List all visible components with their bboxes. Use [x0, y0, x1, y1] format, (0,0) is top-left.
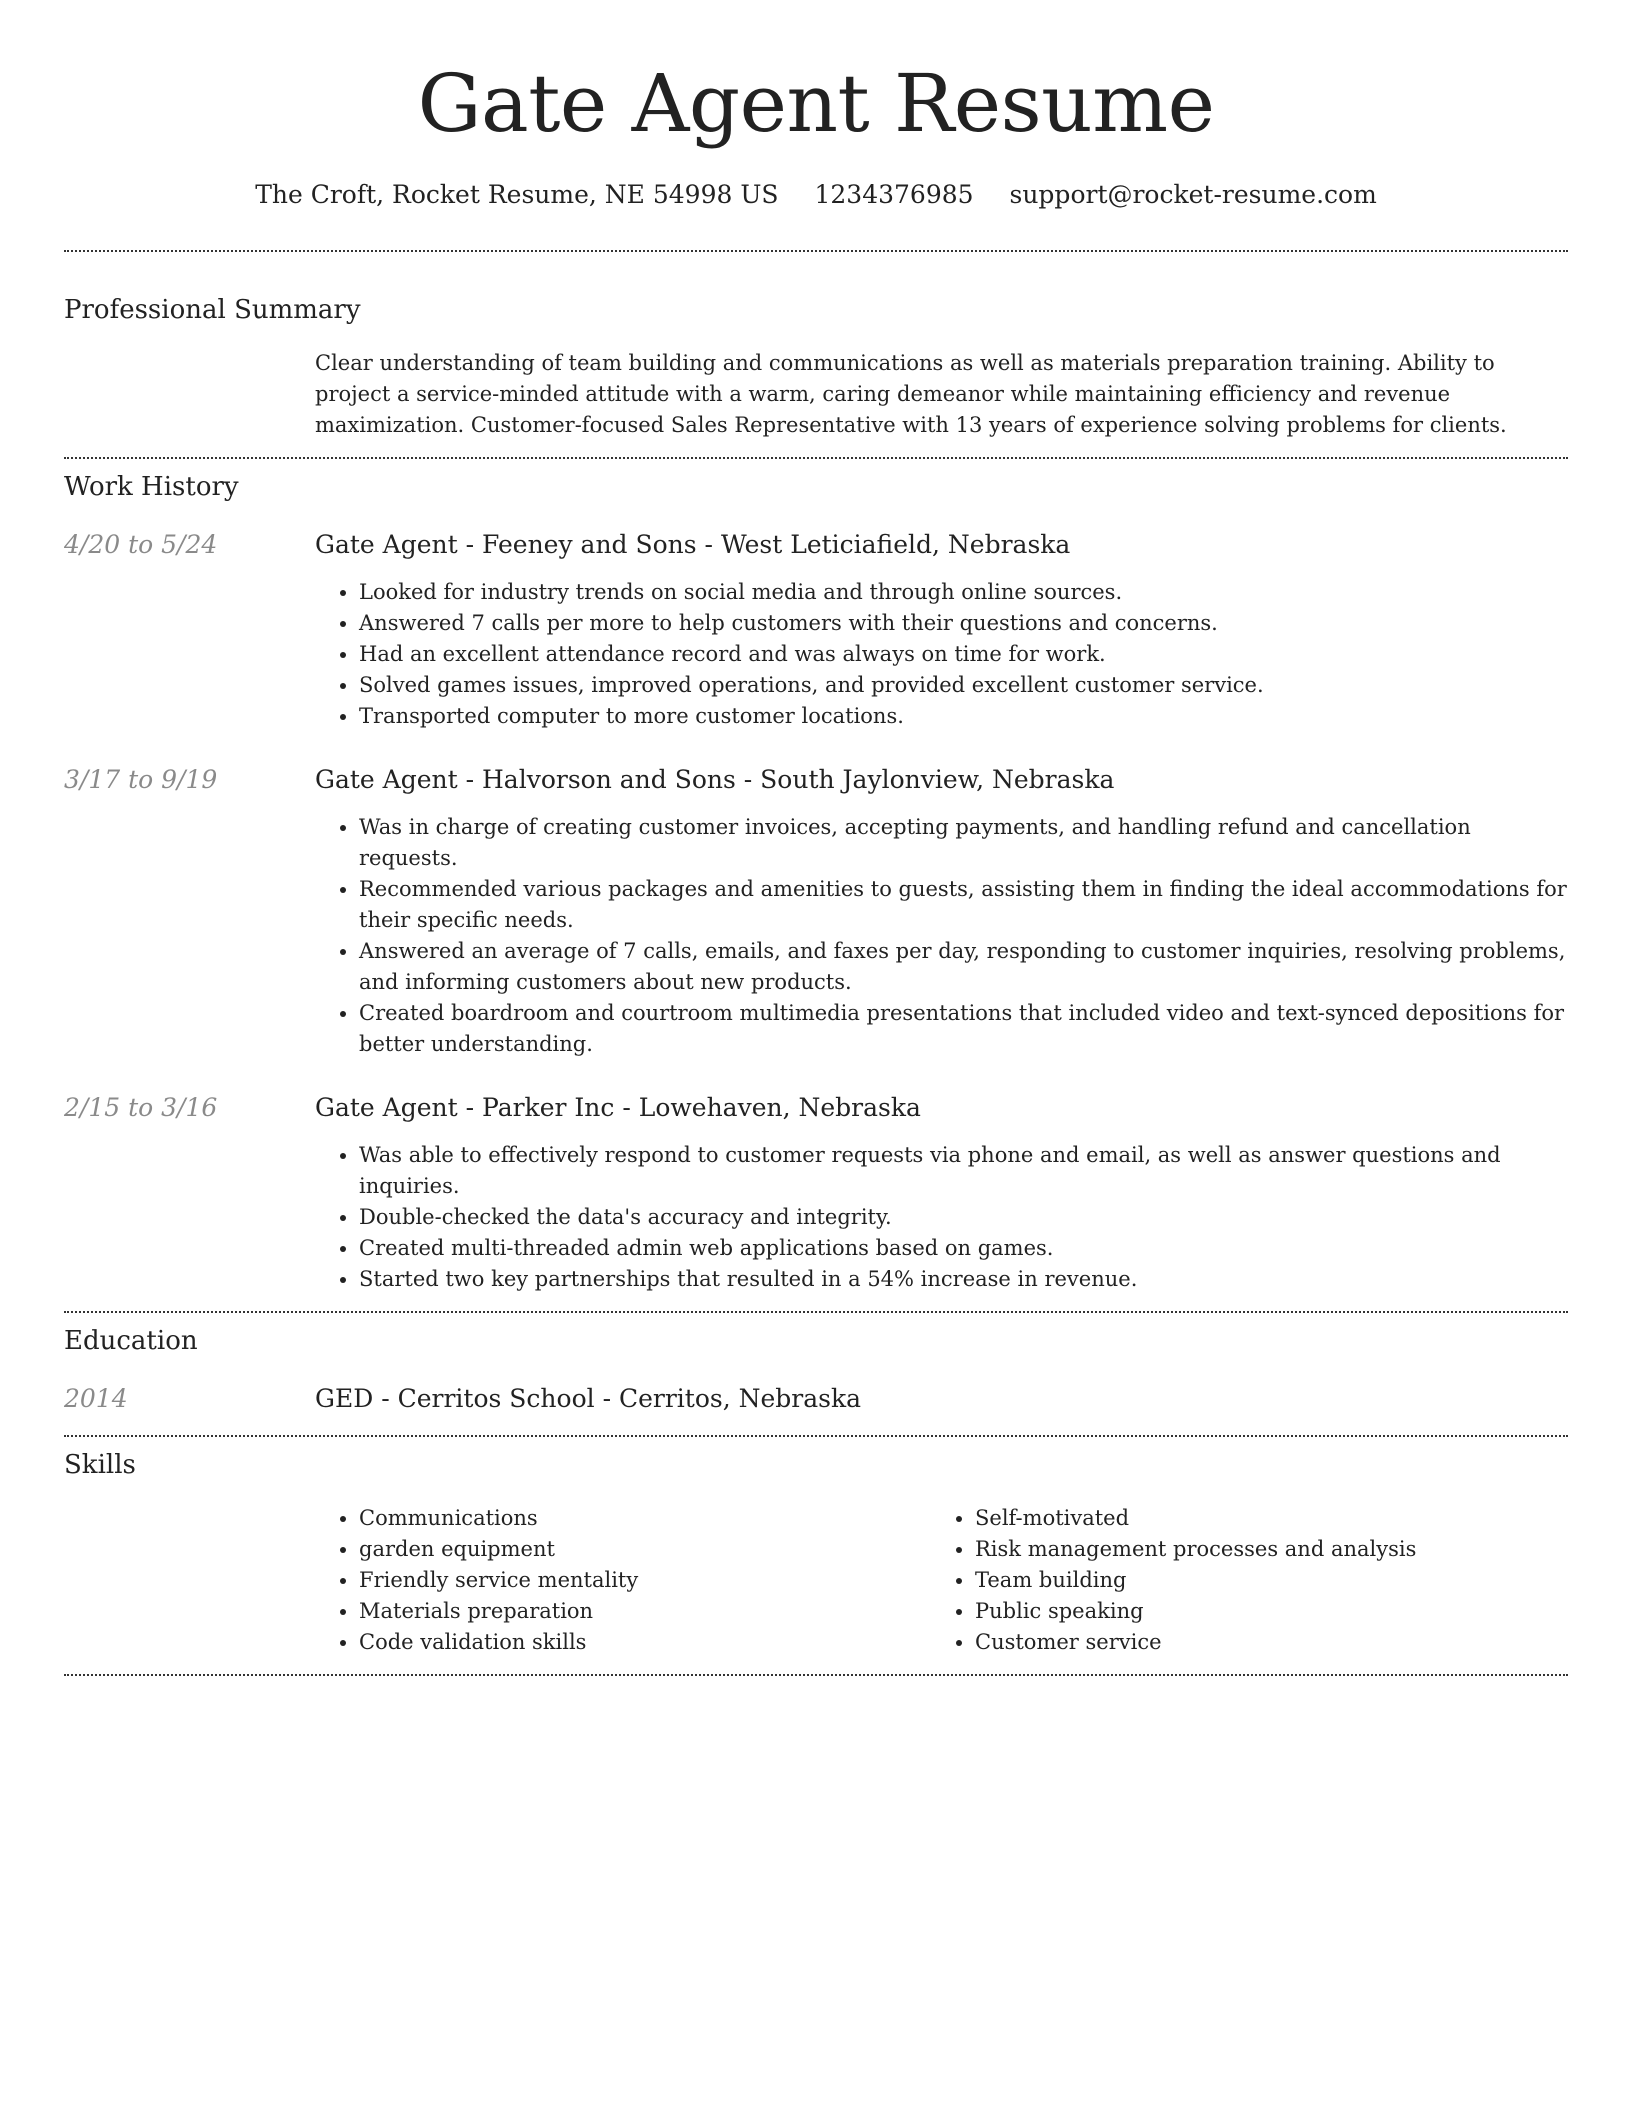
education-section — [64, 1323, 1568, 1435]
skill-item: • Self-motivated — [975, 1503, 1547, 1534]
contact-email: support@rocket-resume.com — [1009, 180, 1377, 209]
bullet-item: • Looked for industry trends on social media and through online sources. — [359, 577, 1568, 608]
work-entry-body — [315, 762, 1568, 1060]
work-dates: 2/15 to 3/16 — [64, 1093, 218, 1122]
summary-text: Clear understanding of team building and communications as well as materials preparation training. Ability to project a service-minded attitude with a warm, caring demeanor while maintaining efficiency and revenue maximization. Customer-focused Sales Representative with 13 years of experience solving problems for clients. — [315, 351, 1507, 437]
section-title-work-history: Work History — [64, 472, 239, 502]
divider — [64, 1311, 1568, 1313]
work-bullets — [315, 812, 1568, 1060]
skill-item: • Code validation skills — [359, 1627, 931, 1658]
education-dates: 2014 — [64, 1384, 128, 1413]
skill-item: • Friendly service mentality — [359, 1565, 931, 1596]
bullet-item: • Created multi-threaded admin web applications based on games. — [359, 1233, 1568, 1264]
section-title-skills: Skills — [64, 1450, 136, 1480]
skills-column-right — [931, 1503, 1547, 1658]
contact-line — [64, 178, 1568, 212]
skill-item: • Public speaking — [975, 1596, 1547, 1627]
resume-title: Gate Agent Resume — [417, 57, 1215, 150]
skill-item: • garden equipment — [359, 1534, 931, 1565]
bullet-item: • Had an excellent attendance record and was always on time for work. — [359, 639, 1568, 670]
bullet-item: • Solved games issues, improved operations, and provided excellent customer service. — [359, 670, 1568, 701]
bullet-item: • Created boardroom and courtroom multimedia presentations that included video and text-synced depositions for better understanding. — [359, 998, 1568, 1060]
bullet-item: • Started two key partnerships that resulted in a 54% increase in revenue. — [359, 1264, 1568, 1295]
education-entry-body — [315, 1381, 1568, 1417]
skill-item: • Materials preparation — [359, 1596, 931, 1627]
education-heading: GED - Cerritos School - Cerritos, Nebraska — [315, 1384, 862, 1413]
contact-phone: 1234376985 — [814, 180, 974, 209]
summary-section — [64, 292, 1568, 457]
bullet-item: • Was able to effectively respond to customer requests via phone and email, as well as answer questions and inquiries. — [359, 1140, 1568, 1202]
divider — [64, 1674, 1568, 1676]
contact-address: The Croft, Rocket Resume, NE 54998 US — [255, 180, 779, 209]
work-bullets — [315, 1140, 1568, 1295]
bullet-item: • Recommended various packages and amenities to guests, assisting them in finding the ideal accommodations for their specific needs. — [359, 874, 1568, 936]
work-entry — [64, 762, 1568, 1060]
bullet-item: • Answered an average of 7 calls, emails, and faxes per day, responding to customer inquiries, resolving problems, and informing customers about new products. — [359, 936, 1568, 998]
work-history-section — [64, 469, 1568, 1311]
work-heading: Gate Agent - Halvorson and Sons - South Jaylonview, Nebraska — [315, 765, 1115, 794]
work-bullets — [315, 577, 1568, 732]
work-entry-body — [315, 527, 1568, 732]
skill-item: • Communications — [359, 1503, 931, 1534]
work-entry-body — [315, 1090, 1568, 1295]
work-entry — [64, 527, 1568, 732]
bullet-item: • Double-checked the data's accuracy and integrity. — [359, 1202, 1568, 1233]
work-heading: Gate Agent - Parker Inc - Lowehaven, Nebraska — [315, 1093, 921, 1122]
skills-column-left — [315, 1503, 931, 1658]
skill-item: • Team building — [975, 1565, 1547, 1596]
work-heading: Gate Agent - Feeney and Sons - West Leticiafield, Nebraska — [315, 530, 1071, 559]
skills-section — [64, 1447, 1568, 1674]
section-title-summary: Professional Summary — [64, 295, 361, 325]
section-title-education: Education — [64, 1326, 198, 1356]
education-entry — [64, 1381, 1568, 1435]
divider — [64, 457, 1568, 459]
bullet-item: • Transported computer to more customer locations. — [359, 701, 1568, 732]
work-dates: 3/17 to 9/19 — [64, 765, 218, 794]
bullet-item: • Was in charge of creating customer invoices, accepting payments, and handling refund and cancellation requests. — [359, 812, 1568, 874]
work-dates: 4/20 to 5/24 — [64, 530, 218, 559]
work-entry — [64, 1090, 1568, 1295]
skill-item: • Customer service — [975, 1627, 1547, 1658]
skill-item: • Risk management processes and analysis — [975, 1534, 1547, 1565]
divider — [64, 1435, 1568, 1437]
skills-grid — [315, 1503, 1568, 1674]
divider — [64, 250, 1568, 252]
bullet-item: • Answered 7 calls per more to help customers with their questions and concerns. — [359, 608, 1568, 639]
